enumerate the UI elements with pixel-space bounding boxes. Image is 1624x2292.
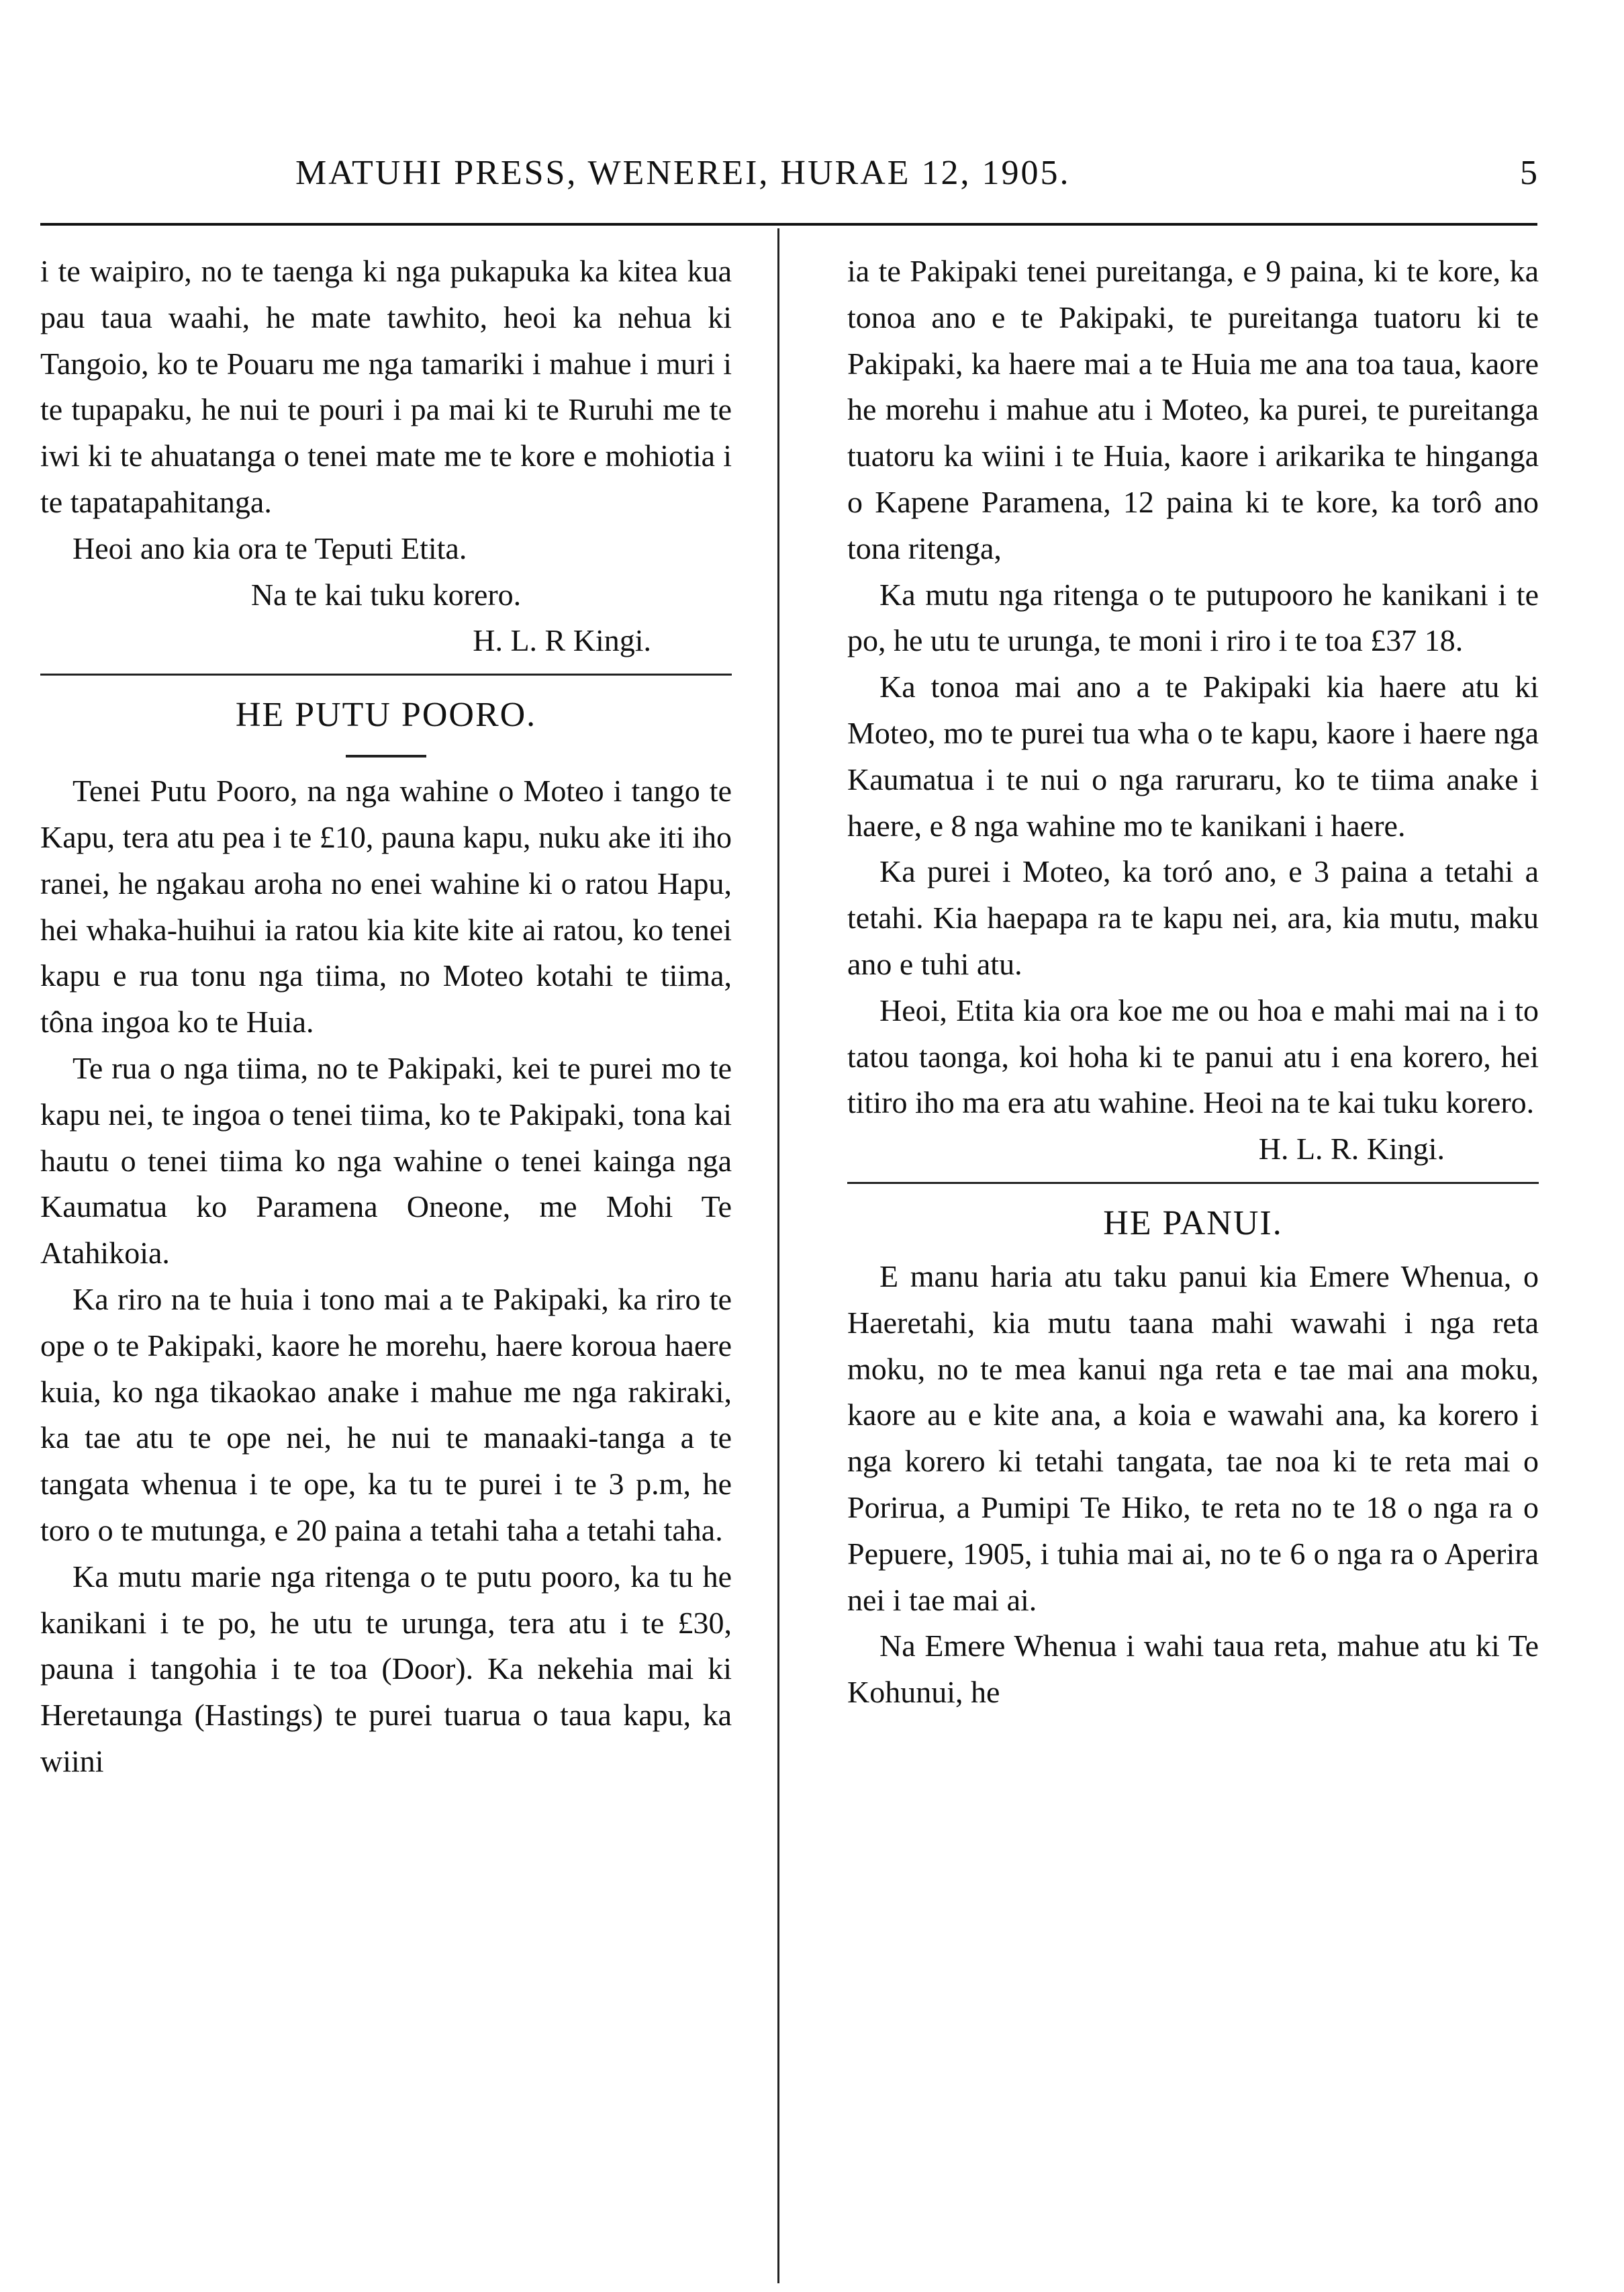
article-paragraph: ia te Pakipaki tenei pureitanga, e 9 paina, ki te kore, ka tonoa ano e te Pakipaki, te pureitanga tuatoru ki te Pakipaki, ka haere mai a te Huia me ana toa taua, kaore he morehu i mahue atu i Moteo, ka purei, te pureitanga tuatoru ka wiini i te Huia, kaore i arikarika te hinganga o Kapene Paramena, 12 paina ki te kore, ka torô ano tona ritenga, — [847, 254, 1539, 565]
page-header — [40, 153, 1537, 193]
letter-closing: Heoi ano kia ora te Teputi Etita. — [73, 531, 467, 565]
section-rule — [40, 674, 732, 676]
column-divider — [777, 228, 779, 2283]
article-signature: H. L. R. Kingi. — [1258, 1132, 1445, 1166]
article-paragraph: Te rua o nga tiima, no te Pakipaki, kei te purei mo te kapu nei, te ingoa o tenei tiima, ko te Pakipaki, tona kai hautu o tenei tiima ko nga wahine o tenei kainga nga Kaumatua ko Paramena Oneone, me Mohi Te Atahikoia. — [40, 1050, 732, 1271]
letter-paragraph: i te waipiro, no te taenga ki nga pukapuka ka kitea kua pau taua waahi, he mate tawhito, heoi ka nehua ki Tangoio, ko te Pouaru me nga tamariki i mahue i muri i te tupapaku, he nui te pouri i pa mai ki te Ruruhi me te iwi ki te ahuatanga o tenei mate me te kore e mohiotia i te tapatapahitanga. — [40, 254, 732, 519]
newspaper-masthead: MATUHI PRESS, WENEREI, HURAE 12, 1905. — [295, 154, 1071, 192]
header-rule — [40, 223, 1537, 226]
article-paragraph: Ka riro na te huia i tono mai a te Pakipaki, ka riro te ope o te Pakipaki, kaore he morehu, haere koroua haere kuia, ko nga tikaokao anake i mahue me nga rakiraki, ka tae atu te ope nei, he nui te manaaki-tanga a te tangata whenua i te ope, ka tu te purei i te 3 p.m, he toro o te mutunga, e 20 paina a tetahi taha a tetahi taha. — [40, 1281, 732, 1547]
article-paragraph: Ka purei i Moteo, ka toró ano, e 3 paina a tetahi a tetahi. Kia haepapa ra te kapu nei, ara, kia mutu, maku ano e tuhi atu. — [847, 854, 1539, 981]
right-column — [847, 248, 1539, 1716]
section-rule — [847, 1182, 1539, 1184]
notice-paragraph: E manu haria atu taku panui kia Emere Whenua, o Haeretahi, kia mutu taana mahi wawahi i nga reta moku, no te mea kanui nga reta e tae mai ana moku, kaore au e kite ana, a koia e wawahi ana, ka korero i nga korero ki tetahi tangata, tae noa ki te reta mai o Porirua, a Pumipi Te Hiko, te reta no te 18 o nga ra o Pepuere, 1905, i tuhia mai ai, no te 6 o nga ra o Aperira nei i tae mai ai. — [847, 1258, 1539, 1617]
article-paragraph: Tenei Putu Pooro, na nga wahine o Moteo i tango te Kapu, tera atu pea i te £10, pauna kapu, nuku ake iti iho ranei, he ngakau aroha no enei wahine ki o ratou Hapu, hei whaka-huihui ia ratou kia kite kite ai ratou, ko tenei kapu e rua tonu nga tiima, no Moteo kotahi te tiima, tôna ingoa ko te Huia. — [40, 774, 732, 1040]
article-paragraph: Heoi, Etita kia ora koe me ou hoa e mahi mai na i to tatou taonga, koi hoha ki te panui atu i ena korero, hei titiro iho ma era atu wahine. Heoi na te kai tuku korero. — [847, 993, 1539, 1120]
notice-paragraph: Na Emere Whenua i wahi taua reta, mahue atu ki Te Kohunui, he — [847, 1629, 1539, 1710]
article-paragraph: Ka mutu nga ritenga o te putupooro he kanikani i te po, he utu te urunga, te moni i riro i te toa £37 18. — [847, 577, 1539, 658]
article-title: HE PUTU POORO. — [235, 696, 537, 735]
left-column — [40, 248, 732, 1785]
article-paragraph: Ka mutu marie nga ritenga o te putu pooro, ka tu he kanikani i te po, he utu te urunga, tera atu i te £30, pauna i tangohia i te toa (Door). Ka nekehia mai ki Heretaunga (Hastings) te purei tuarua o taua kapu, ka wiini — [40, 1559, 732, 1778]
title-dash — [346, 755, 426, 758]
notice-title: HE PANUI. — [1103, 1203, 1283, 1242]
letter-sender-line: Na te kai tuku korero. — [250, 577, 522, 612]
article-paragraph: Ka tonoa mai ano a te Pakipaki kia haere atu ki Moteo, mo te purei tua wha o te kapu, kaore i haere nga Kaumatua i te nui o nga raruraru, ko te tiima anake i haere, e 8 nga wahine mo te kanikani i haere. — [847, 670, 1539, 843]
page-number: 5 — [1520, 154, 1537, 192]
letter-signature: H. L. R Kingi. — [473, 623, 651, 658]
